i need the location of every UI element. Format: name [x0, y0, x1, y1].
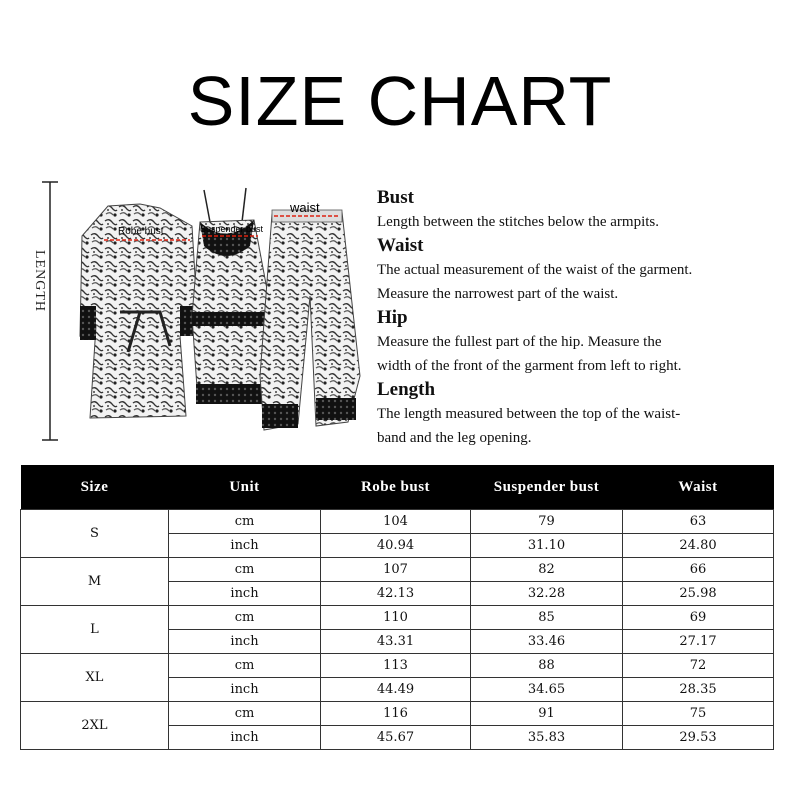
measurement-definitions	[377, 186, 787, 450]
unit-cell: cm	[169, 510, 321, 534]
size-table-container	[20, 465, 773, 750]
value-cell: 113	[321, 654, 471, 678]
value-cell: 88	[471, 654, 623, 678]
header-suspender-bust: Suspender bust	[471, 465, 623, 510]
definition-term: Hip	[377, 307, 408, 328]
value-cell: 72	[623, 654, 774, 678]
value-cell: 24.80	[623, 534, 774, 558]
table-row	[21, 510, 774, 534]
unit-cell: cm	[169, 558, 321, 582]
value-cell: 29.53	[623, 726, 774, 750]
value-cell: 43.31	[321, 630, 471, 654]
unit-cell: cm	[169, 606, 321, 630]
definition-hip	[377, 306, 787, 378]
value-cell: 66	[623, 558, 774, 582]
value-cell: 40.94	[321, 534, 471, 558]
size-cell: S	[21, 510, 169, 558]
size-cell: L	[21, 606, 169, 654]
value-cell: 107	[321, 558, 471, 582]
value-cell: 45.67	[321, 726, 471, 750]
definition-text: Length between the stitches below the armpits.	[377, 214, 660, 230]
garment-drawing	[20, 176, 372, 446]
value-cell: 75	[623, 702, 774, 726]
value-cell: 42.13	[321, 582, 471, 606]
unit-cell: inch	[169, 534, 321, 558]
value-cell: 31.10	[471, 534, 623, 558]
size-cell: M	[21, 558, 169, 606]
table-body	[21, 510, 774, 750]
value-cell: 79	[471, 510, 623, 534]
value-cell: 91	[471, 702, 623, 726]
table-header-row	[21, 465, 774, 510]
definition-waist	[377, 234, 787, 306]
size-cell: 2XL	[21, 702, 169, 750]
size-cell: XL	[21, 654, 169, 702]
garment-illustration	[20, 176, 372, 446]
unit-cell: cm	[169, 702, 321, 726]
value-cell: 110	[321, 606, 471, 630]
header-waist: Waist	[623, 465, 774, 510]
definition-text: Measure the fullest part of the hip. Measure the width of the front of the garment from left to right.	[377, 334, 682, 374]
waist-label: waist	[290, 200, 320, 215]
size-table	[20, 465, 774, 750]
unit-cell: inch	[169, 582, 321, 606]
table-row	[21, 606, 774, 630]
pants-shape	[260, 210, 360, 430]
definition-text: The actual measurement of the waist of the garment. Measure the narrowest part of the waist.	[377, 262, 693, 302]
suspender-bust-label: Suspender bust	[200, 224, 264, 234]
length-label: LENGTH	[32, 250, 47, 312]
unit-cell: inch	[169, 678, 321, 702]
definition-term: Waist	[377, 235, 424, 256]
value-cell: 28.35	[623, 678, 774, 702]
value-cell: 69	[623, 606, 774, 630]
table-row	[21, 702, 774, 726]
unit-cell: cm	[169, 654, 321, 678]
definition-length	[377, 378, 787, 450]
definition-bust	[377, 186, 787, 234]
value-cell: 25.98	[623, 582, 774, 606]
value-cell: 32.28	[471, 582, 623, 606]
value-cell: 63	[623, 510, 774, 534]
definition-term: Length	[377, 379, 436, 400]
value-cell: 35.83	[471, 726, 623, 750]
robe-bust-label: Robe bust	[118, 226, 164, 237]
definition-text: The length measured between the top of the waist- band and the leg opening.	[377, 406, 681, 446]
table-row	[21, 558, 774, 582]
header-robe-bust: Robe bust	[321, 465, 471, 510]
value-cell: 104	[321, 510, 471, 534]
value-cell: 82	[471, 558, 623, 582]
unit-cell: inch	[169, 630, 321, 654]
header-size: Size	[21, 465, 169, 510]
value-cell: 33.46	[471, 630, 623, 654]
value-cell: 85	[471, 606, 623, 630]
value-cell: 34.65	[471, 678, 623, 702]
table-row	[21, 654, 774, 678]
value-cell: 116	[321, 702, 471, 726]
definition-term: Bust	[377, 187, 414, 208]
value-cell: 27.17	[623, 630, 774, 654]
value-cell: 44.49	[321, 678, 471, 702]
header-unit: Unit	[169, 465, 321, 510]
page-title: SIZE CHART	[187, 62, 613, 140]
unit-cell: inch	[169, 726, 321, 750]
